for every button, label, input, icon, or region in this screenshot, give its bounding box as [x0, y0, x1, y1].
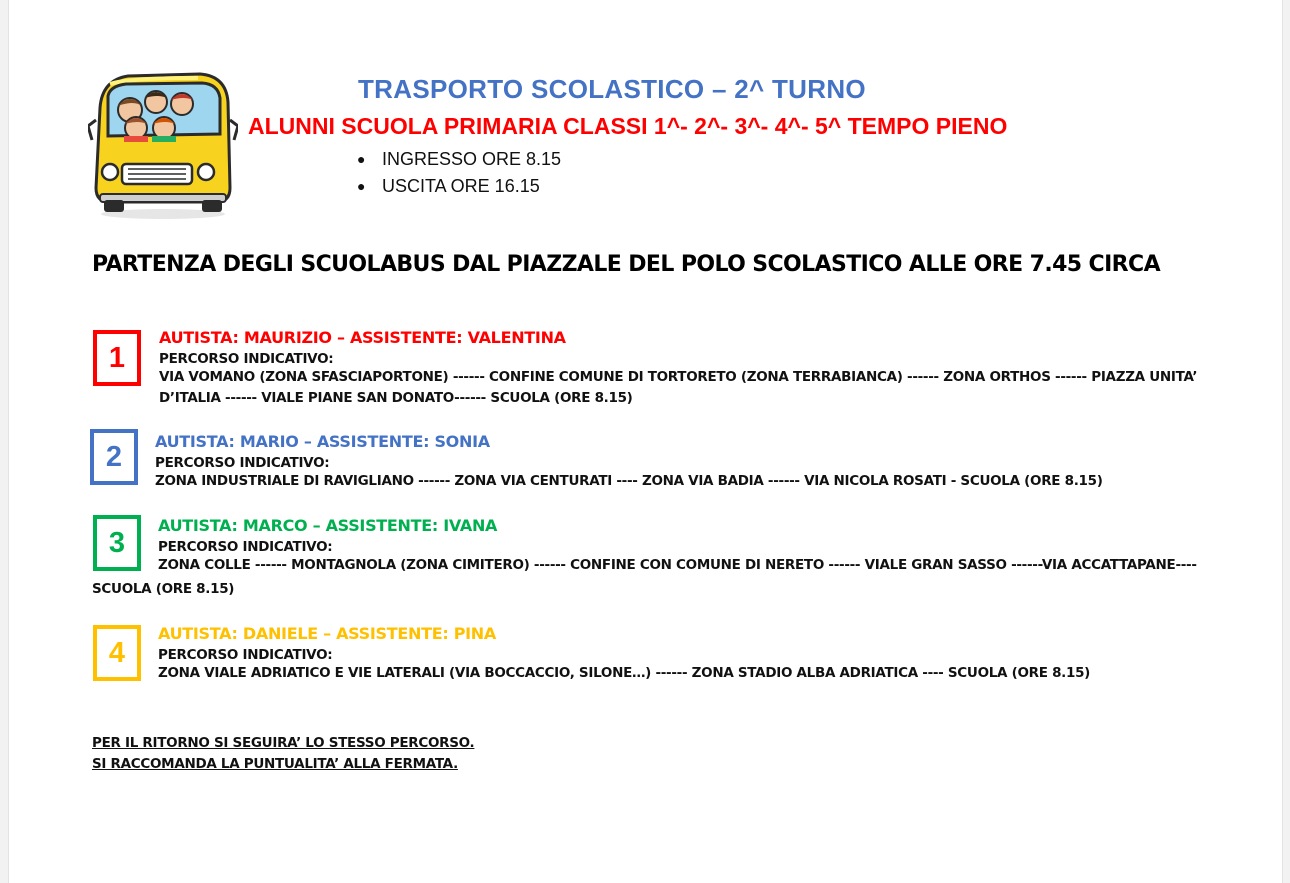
list-item [357, 173, 561, 200]
route-driver: AUTISTA: MARIO – ASSISTENTE: SONIA [155, 432, 490, 451]
route-path-line: ZONA COLLE ------ MONTAGNOLA (ZONA CIMITERO) ------ CONFINE CON COMUNE DI NERETO ------ VIALE GRAN SASSO ------VIA ACCATTAPANE---- [158, 557, 1197, 573]
page-edge-left [0, 0, 9, 883]
departure-notice: PARTENZA DEGLI SCUOLABUS DAL PIAZZALE DEL POLO SCOLASTICO ALLE ORE 7.45 CIRCA [92, 252, 1160, 277]
route-block-4 [158, 624, 1090, 684]
route-label: PERCORSO INDICATIVO: [155, 455, 330, 471]
bullet-icon: ● [357, 178, 366, 194]
route-driver: AUTISTA: MARCO – ASSISTENTE: IVANA [158, 516, 498, 535]
exit-time: USCITA ORE 16.15 [382, 176, 540, 196]
route-label: PERCORSO INDICATIVO: [158, 539, 333, 555]
closing-notes [92, 733, 474, 775]
route-number: 2 [105, 440, 123, 473]
route-number-box-3 [93, 515, 141, 571]
route-block-2 [155, 432, 1103, 492]
punctuality-note: SI RACCOMANDA LA PUNTUALITA’ ALLA FERMATA. [92, 756, 458, 772]
bullet-icon: ● [357, 151, 366, 167]
entry-time: INGRESSO ORE 8.15 [382, 149, 562, 169]
route-block-1 [159, 328, 1197, 409]
return-note: PER IL RITORNO SI SEGUIRA’ LO STESSO PERCORSO. [92, 735, 475, 751]
route-number-box-1 [93, 330, 141, 386]
page-title: TRASPORTO SCOLASTICO – 2^ TURNO [358, 74, 866, 104]
route-path-line: ZONA VIALE ADRIATICO E VIE LATERALI (VIA BOCCACCIO, SILONE…) ------ ZONA STADIO ALBA ADRIATICA ---- SCUOLA (ORE 8.15) [158, 665, 1091, 681]
route-number-box-4 [93, 625, 141, 681]
route-number: 3 [108, 526, 126, 559]
route-number: 1 [108, 341, 126, 374]
route-path-line: SCUOLA (ORE 8.15) [92, 581, 235, 597]
route-label: PERCORSO INDICATIVO: [159, 351, 334, 367]
route-driver: AUTISTA: MAURIZIO – ASSISTENTE: VALENTINA [159, 328, 566, 347]
page-subtitle: ALUNNI SCUOLA PRIMARIA CLASSI 1^- 2^- 3^- 4^- 5^ TEMPO PIENO [248, 113, 1008, 139]
school-bus-illustration [88, 68, 238, 220]
school-times-list [357, 146, 561, 200]
route-block-3 [158, 516, 1197, 576]
route-label: PERCORSO INDICATIVO: [158, 647, 333, 663]
route-path-line: D’ITALIA ------ VIALE PIANE SAN DONATO------ SCUOLA (ORE 8.15) [159, 390, 633, 406]
route-driver: AUTISTA: DANIELE – ASSISTENTE: PINA [158, 624, 496, 643]
route-path-line: ZONA INDUSTRIALE DI RAVIGLIANO ------ ZONA VIA CENTURATI ---- ZONA VIA BADIA ------ VIA NICOLA ROSATI - SCUOLA (ORE 8.15) [155, 473, 1103, 489]
route-number-box-2 [90, 429, 138, 485]
route-path-line: VIA VOMANO (ZONA SFASCIAPORTONE) ------ CONFINE COMUNE DI TORTORETO (ZONA TERRABIANCA) ------ ZONA ORTHOS ------ PIAZZA UNITA’ [159, 369, 1198, 385]
route-number: 4 [108, 636, 126, 669]
list-item [357, 146, 561, 173]
route-block-3-continuation [92, 579, 234, 600]
page-edge-right [1282, 0, 1290, 883]
